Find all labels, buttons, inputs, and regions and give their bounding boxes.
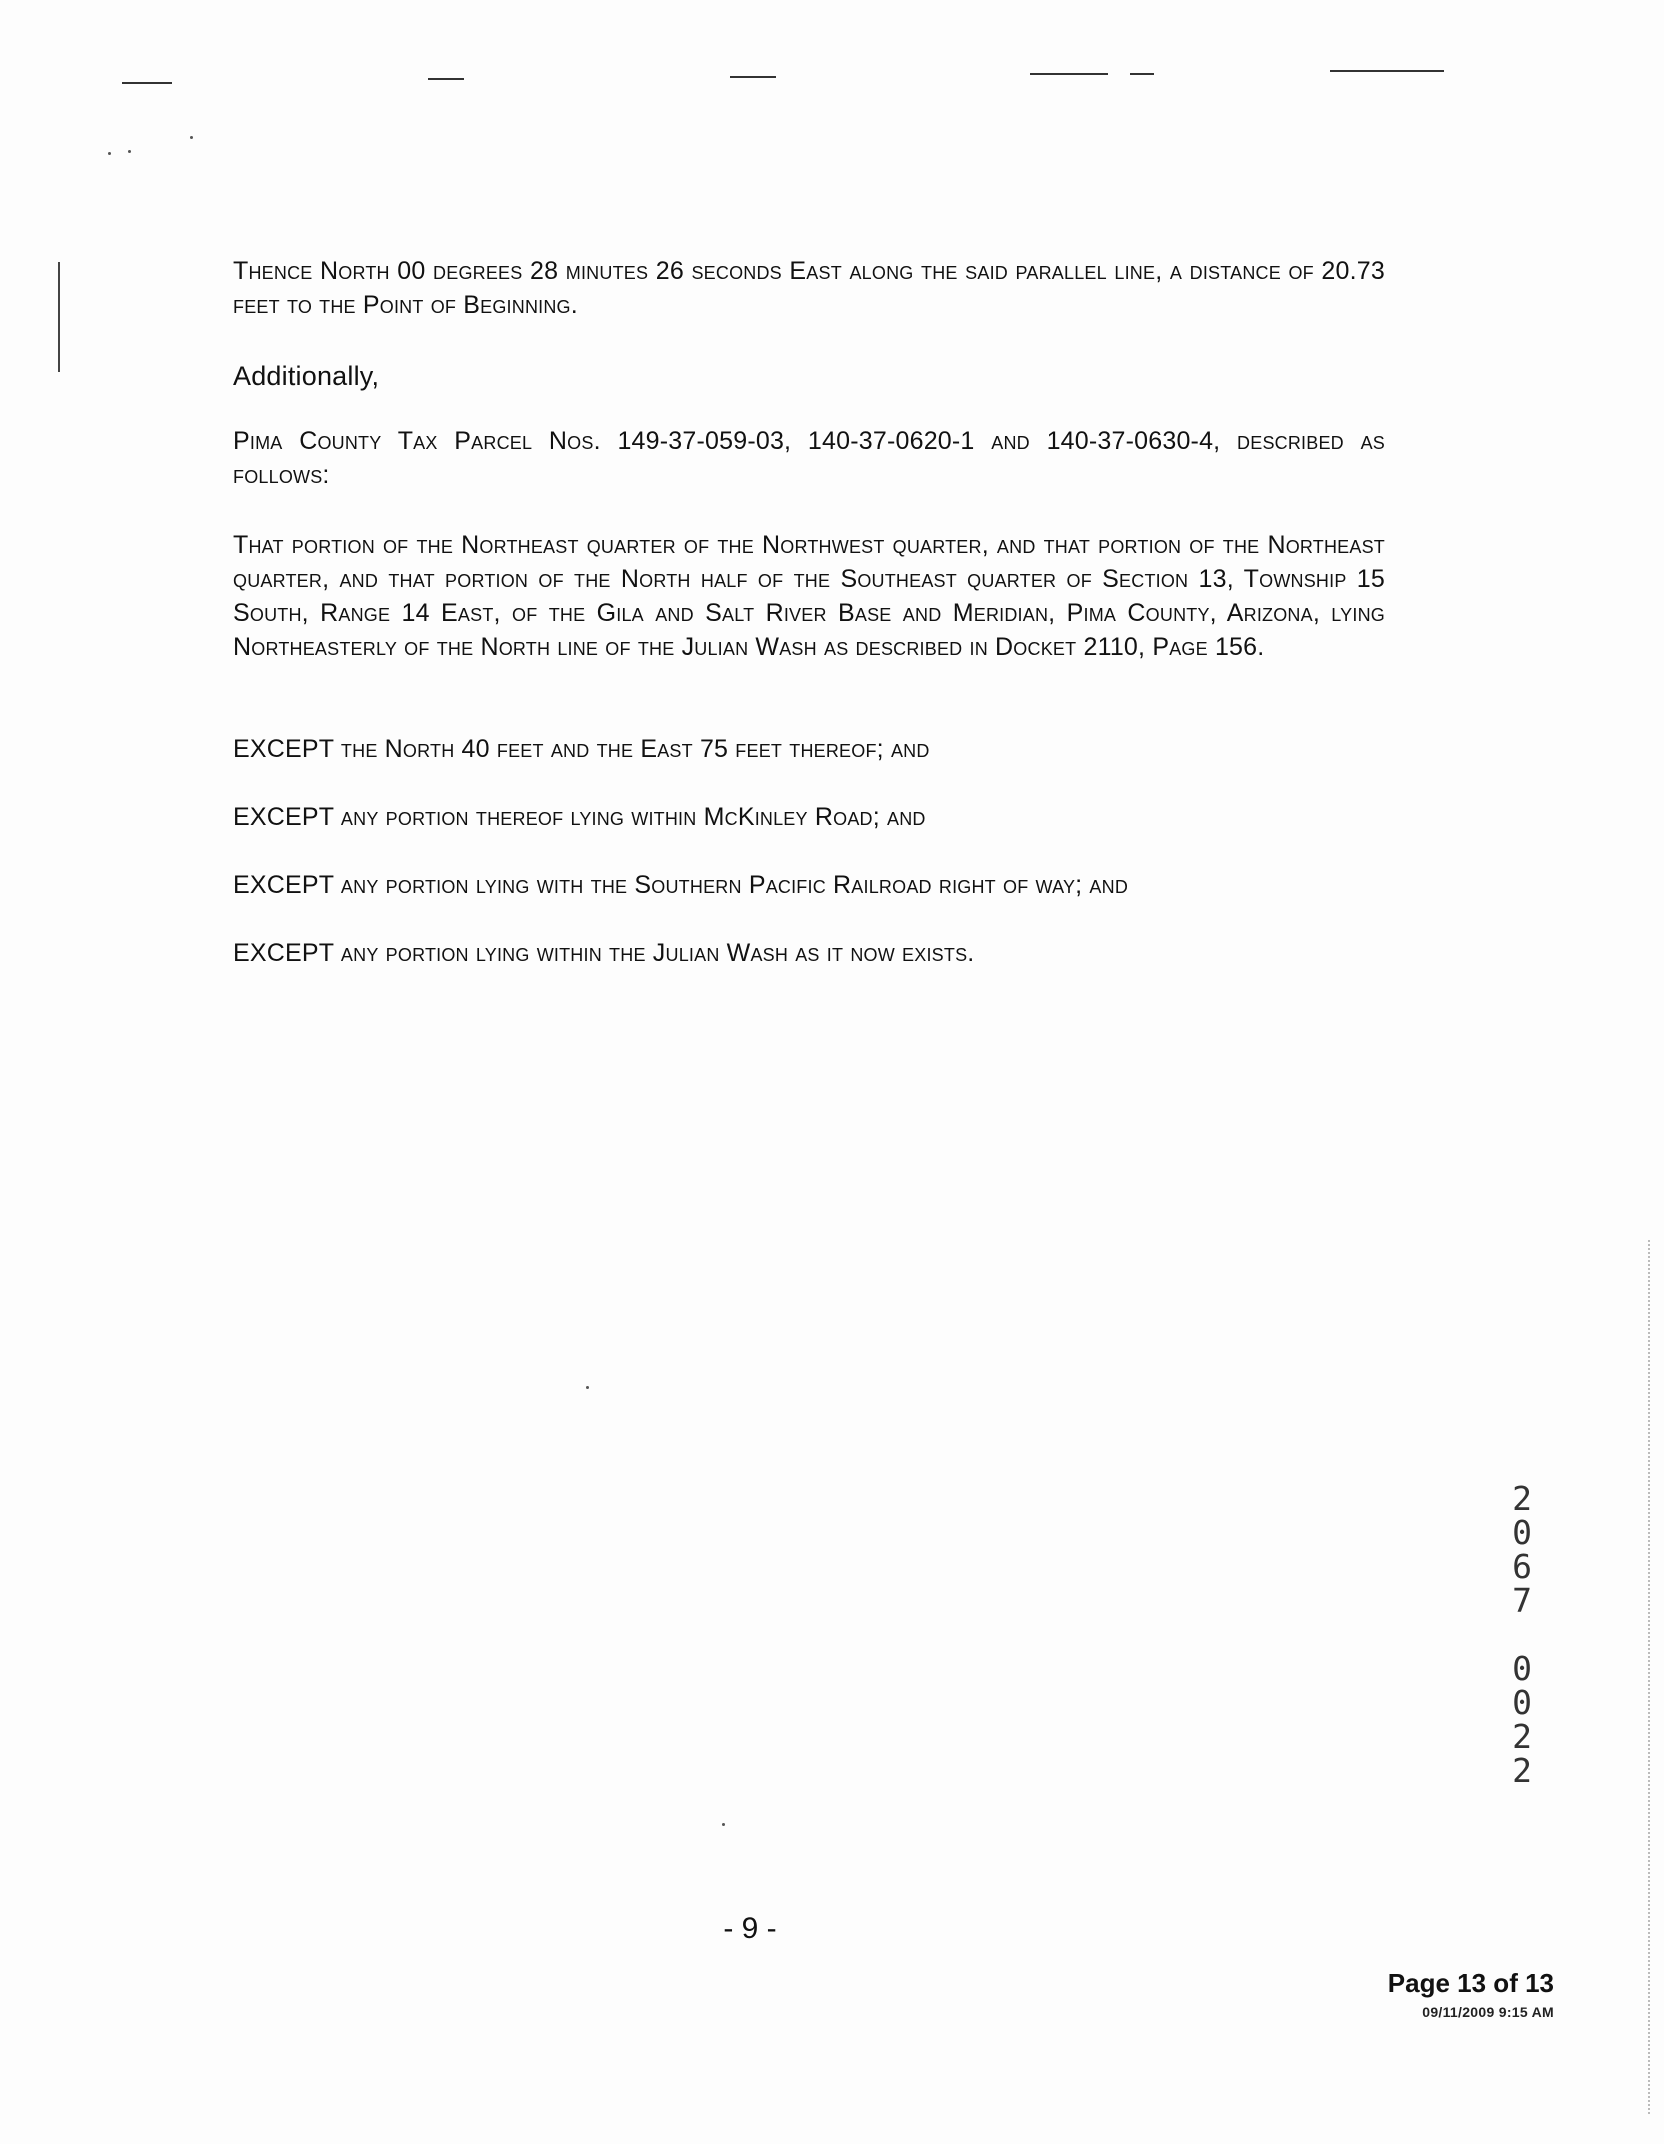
scan-artifact — [722, 1823, 725, 1826]
scan-edge — [1648, 1240, 1650, 2114]
scan-artifact — [1030, 73, 1108, 75]
paragraph-except-north: EXCEPT the North 40 feet and the East 75 feet thereof; and — [233, 735, 930, 763]
scan-artifact — [128, 150, 131, 153]
recording-stamp: 2 0 6 7 0 0 2 2 — [1512, 1479, 1532, 1790]
scan-artifact — [1330, 70, 1444, 72]
paragraph-thence: Thence North 00 degrees 28 minutes 26 seconds East along the said parallel line, a distance of 20.73 feet to the Point of Beginning. — [233, 257, 1385, 319]
paragraph-additionally: Additionally, — [233, 361, 380, 391]
scan-artifact — [428, 78, 464, 80]
scan-artifact — [1130, 73, 1154, 75]
paragraph-except-mckinley: EXCEPT any portion thereof lying within McKinley Road; and — [233, 803, 926, 831]
page-number: - 9 - — [723, 1912, 777, 1945]
scan-artifact — [190, 136, 193, 139]
footer-timestamp: 09/11/2009 9:15 AM — [1422, 2004, 1554, 2020]
scan-artifact — [108, 152, 111, 155]
paragraph-parcel-nos: Pima County Tax Parcel Nos. 149-37-059-03, 140-37-0620-1 and 140-37-0630-4, described as follows: — [233, 427, 1385, 489]
scan-artifact — [122, 82, 172, 84]
paragraph-except-railroad: EXCEPT any portion lying with the Southern Pacific Railroad right of way; and — [233, 871, 1129, 899]
scan-artifact — [586, 1386, 589, 1389]
scan-artifact — [730, 76, 776, 78]
margin-mark — [58, 262, 60, 372]
paragraph-except-julian: EXCEPT any portion lying within the Julian Wash as it now exists. — [233, 939, 975, 967]
paragraph-portion: That portion of the Northeast quarter of the Northwest quarter, and that portion of the Northeast quarter, and that portion of the North half of the Southeast quarter of Section 13, Township 15 South, Range 14 East, of the Gila and Salt River Base and Meridian, Pima County, Arizona, lying Northeasterly of the North line of the Julian Wash as described in Docket 2110, Page 156. — [233, 531, 1385, 661]
footer-page-label: Page 13 of 13 — [1387, 1968, 1554, 1998]
